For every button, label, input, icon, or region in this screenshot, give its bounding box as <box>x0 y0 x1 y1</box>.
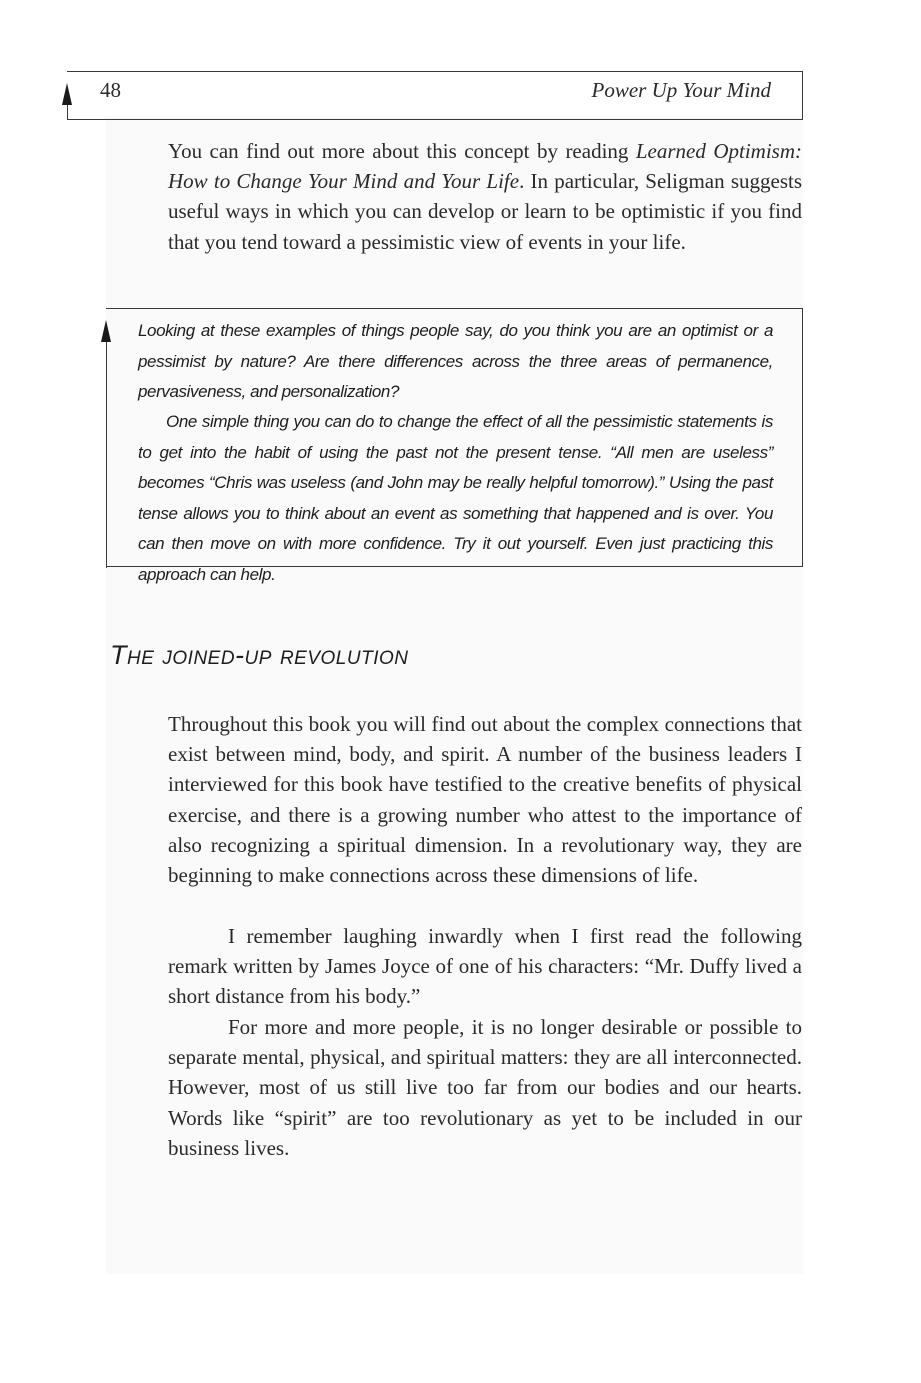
tip-paragraph-2: One simple thing you can do to change the effect of all the pessimistic statements is to get into the habit of using the past not the present tense. “All men are useless” becomes “Chris was useless (and John may be really helpful tomorrow).” Using the past tense allows you to think about an event as something that happened and is over. You can then move on with more confidence. Try it out yourself. Even just practicing this approach can help. <box>138 412 773 584</box>
book-title: Learned Optimism: How to Change Your Mind and Your Life <box>168 139 802 194</box>
running-title: Power Up Your Mind <box>591 78 771 102</box>
tip-rule <box>106 340 107 568</box>
section-heading: The joined-up revolution <box>110 640 409 670</box>
header-arrow-icon <box>62 83 72 105</box>
page-number: 48 <box>100 78 121 102</box>
intro-text-after: . In particular, Seligman suggests useful ways in which you can develop or learn to be optimistic if you find that you tend toward a pessimistic view of events in your life. <box>168 169 802 254</box>
tip-arrow-icon <box>101 320 111 342</box>
intro-text-before: You can find out more about this concept by reading <box>168 139 636 163</box>
section-paragraph-1: Throughout this book you will find out about the complex connections that exist between mind, body, and spirit. A number of the business leaders I interviewed for this book have testified to the creative benefits of physical exercise, and there is a growing number who attest to the importance of also recognizing a spiritual dimension. In a revolutionary way, they are beginning to make connections across these dimensions of life. <box>168 712 802 888</box>
section-paragraph-2: I remember laughing inwardly when I first read the following remark written by James Joyce of one of his characters: “Mr. Duffy lived a short distance from his body.” <box>168 924 802 1009</box>
section-paragraph-3: For more and more people, it is no longer desirable or possible to separate mental, physical, and spiritual matters: they are all interconnected. However, most of us still live too far from our bodies and our hearts. Words like “spirit” are too revolutionary as yet to be included in our business lives. <box>168 1015 802 1160</box>
intro-paragraph <box>168 136 802 257</box>
tip-paragraph-1: Looking at these examples of things people say, do you think you are an optimist or a pessimist by nature? Are there differences across the three areas of permanence, pervasiveness, and personalization? <box>138 321 773 401</box>
